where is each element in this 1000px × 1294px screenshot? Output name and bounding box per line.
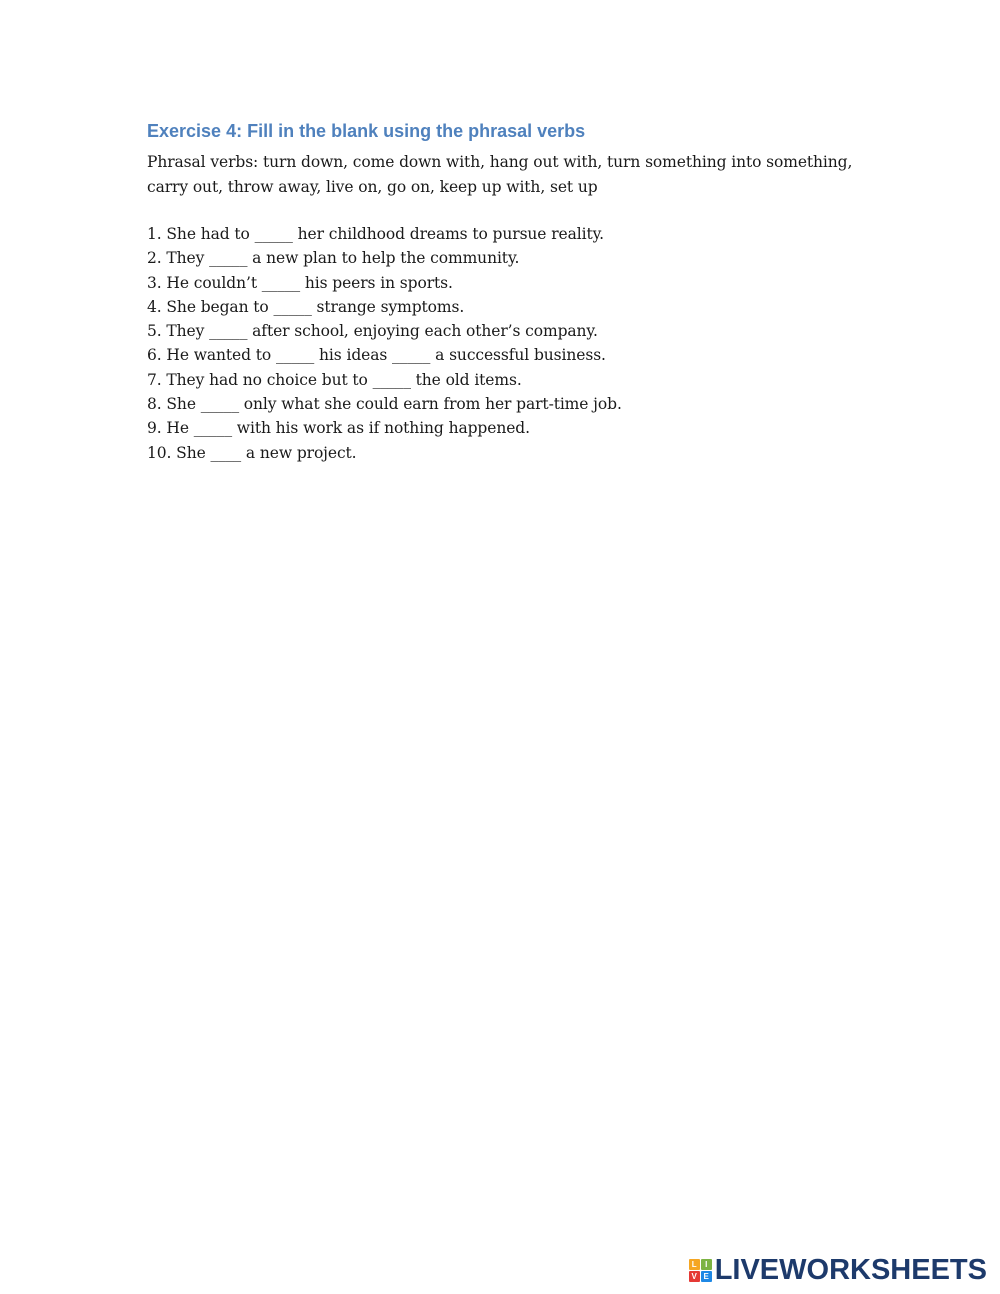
exercise-item-9: 9. He _____ with his work as if nothing happened. bbox=[147, 419, 530, 438]
brand-name: LIVEWORKSHEETS bbox=[714, 1254, 987, 1286]
worksheet-content bbox=[147, 118, 867, 465]
logo-letter-v: V bbox=[689, 1271, 700, 1282]
logo-letter-i: I bbox=[701, 1259, 712, 1270]
exercise-item-10: 10. She ____ a new project. bbox=[147, 443, 357, 462]
exercise-item-2: 2. They _____ a new plan to help the community. bbox=[147, 249, 520, 268]
exercise-items bbox=[147, 222, 867, 465]
exercise-item-6: 6. He wanted to _____ his ideas _____ a successful business. bbox=[147, 346, 606, 365]
exercise-item-1: 1. She had to _____ her childhood dreams to pursue reality. bbox=[147, 225, 604, 243]
liveworksheets-logo-icon bbox=[689, 1259, 712, 1282]
liveworksheets-brand bbox=[689, 1256, 987, 1284]
exercise-item-3: 3. He couldn’t _____ his peers in sports. bbox=[147, 273, 453, 292]
phrasal-verbs-list bbox=[147, 150, 867, 199]
logo-letter-l: L bbox=[689, 1259, 700, 1270]
exercise-item-4: 4. She began to _____ strange symptoms. bbox=[147, 297, 465, 316]
phrasal-verbs-line-2: carry out, throw away, live on, go on, keep up with, set up bbox=[147, 177, 598, 196]
logo-letter-e: E bbox=[701, 1271, 712, 1282]
exercise-item-5: 5. They _____ after school, enjoying each other’s company. bbox=[147, 322, 598, 341]
exercise-item-8: 8. She _____ only what she could earn from her part-time job. bbox=[147, 395, 622, 414]
exercise-item-7: 7. They had no choice but to _____ the old items. bbox=[147, 370, 522, 389]
exercise-title: Exercise 4: Fill in the blank using the phrasal verbs bbox=[147, 121, 586, 141]
phrasal-verbs-line-1: Phrasal verbs: turn down, come down with, hang out with, turn something into something, bbox=[147, 153, 853, 171]
